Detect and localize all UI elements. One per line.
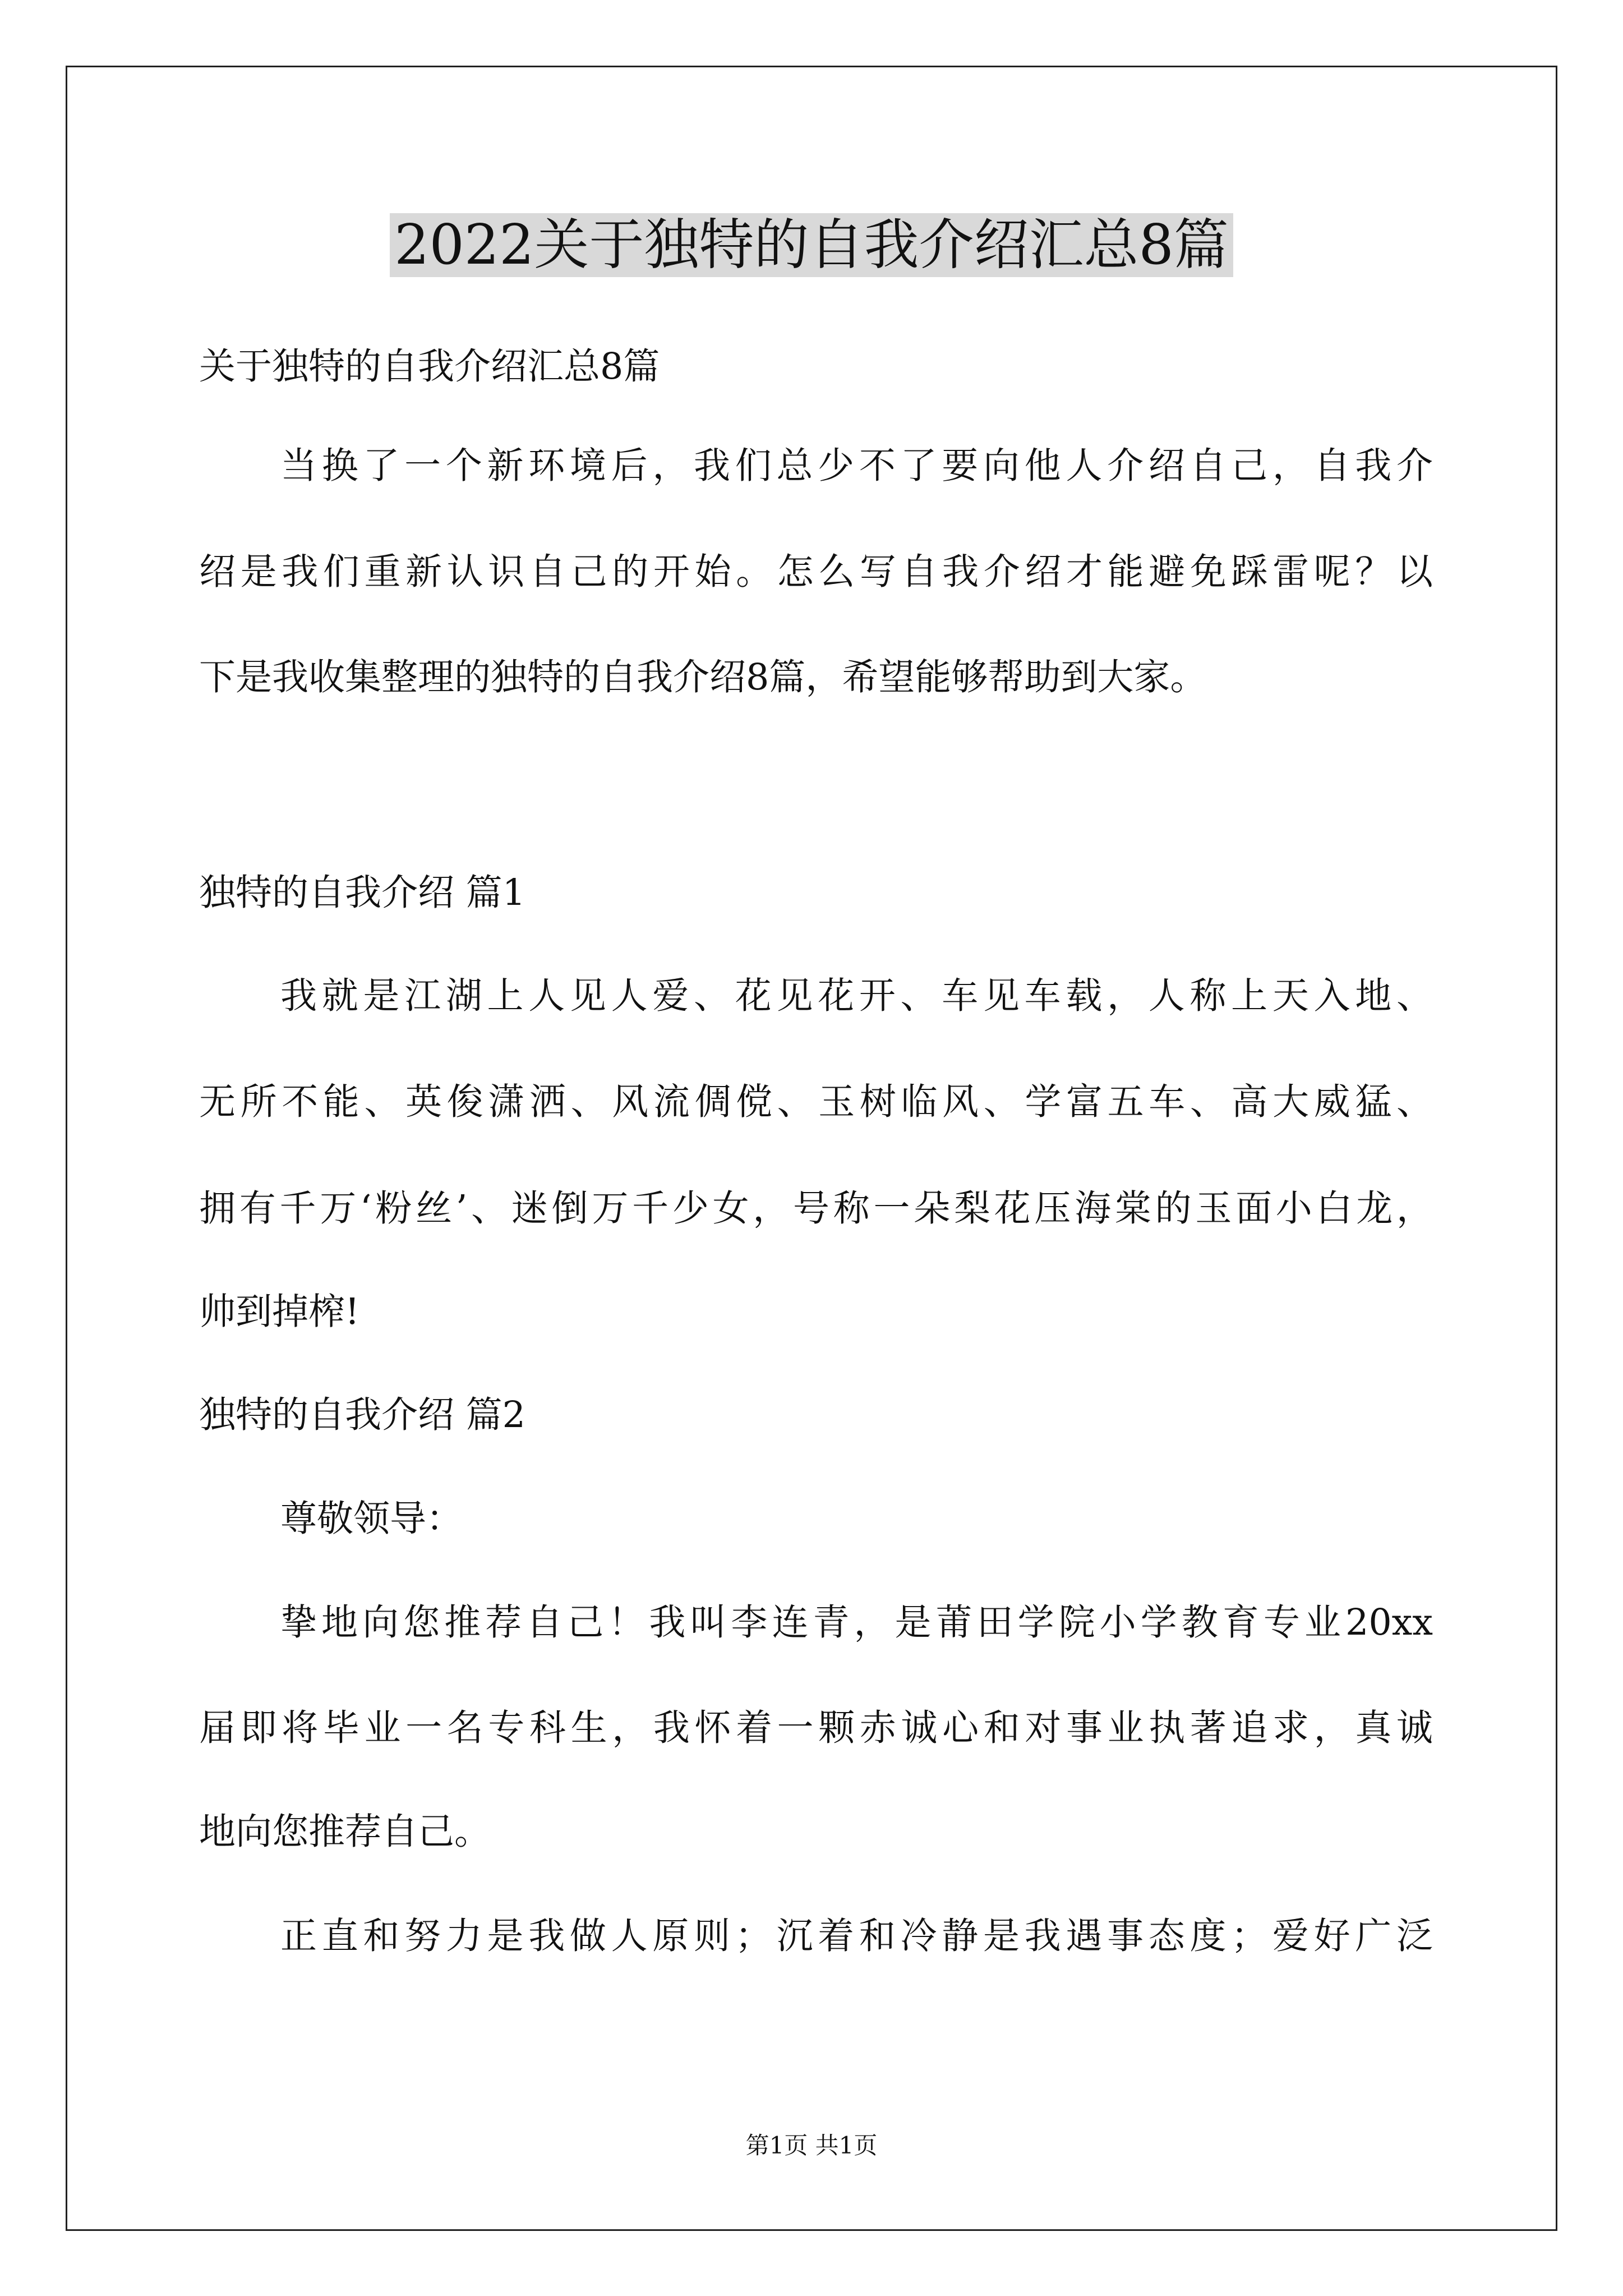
section2-para1-line-2: 届即将毕业一名专科生，我怀着一颗赤诚心和对事业执著追求，真诚 [199, 1707, 1433, 1749]
document-title [0, 208, 1623, 283]
page-footer: 第1页 共1页 [745, 2132, 878, 2159]
salutation: 尊敬领导： [280, 1498, 463, 1540]
intro-line-1: 当换了一个新环境后，我们总少不了要向他人介绍自己，自我介 [280, 445, 1433, 487]
section1-line-2: 无所不能、英俊潇洒、风流倜傥、玉树临风、学富五车、高大威猛、 [199, 1081, 1433, 1123]
section1-line-4: 帅到掉榨! [199, 1291, 360, 1333]
section1-line-3: 拥有千万‘粉丝’、迷倒万千少女，号称一朵梨花压海棠的玉面小白龙， [199, 1188, 1433, 1230]
section2-para2-line-1: 正直和努力是我做人原则；沉着和冷静是我遇事态度；爱好广泛 [280, 1915, 1433, 1957]
section2-para1-line-3: 地向您推荐自己。 [199, 1811, 491, 1853]
intro-line-3: 下是我收集整理的独特的自我介绍8篇，希望能够帮助到大家。 [199, 656, 1207, 698]
section1-line-1: 我就是江湖上人见人爱、花见花开、车见车载，人称上天入地、 [280, 975, 1433, 1017]
section-heading-2: 独特的自我介绍 篇2 [199, 1394, 526, 1436]
section-heading-1: 独特的自我介绍 篇1 [199, 872, 526, 914]
intro-line-2: 绍是我们重新认识自己的开始。怎么写自我介绍才能避免踩雷呢？以 [199, 551, 1433, 593]
section2-para1-line-1: 挚地向您推荐自己！我叫李连青，是莆田学院小学教育专业20xx [280, 1602, 1433, 1644]
page-border [66, 66, 1557, 2231]
document-subtitle: 关于独特的自我介绍汇总8篇 [199, 346, 660, 388]
title-text: 2022关于独特的自我介绍汇总8篇 [390, 213, 1233, 277]
